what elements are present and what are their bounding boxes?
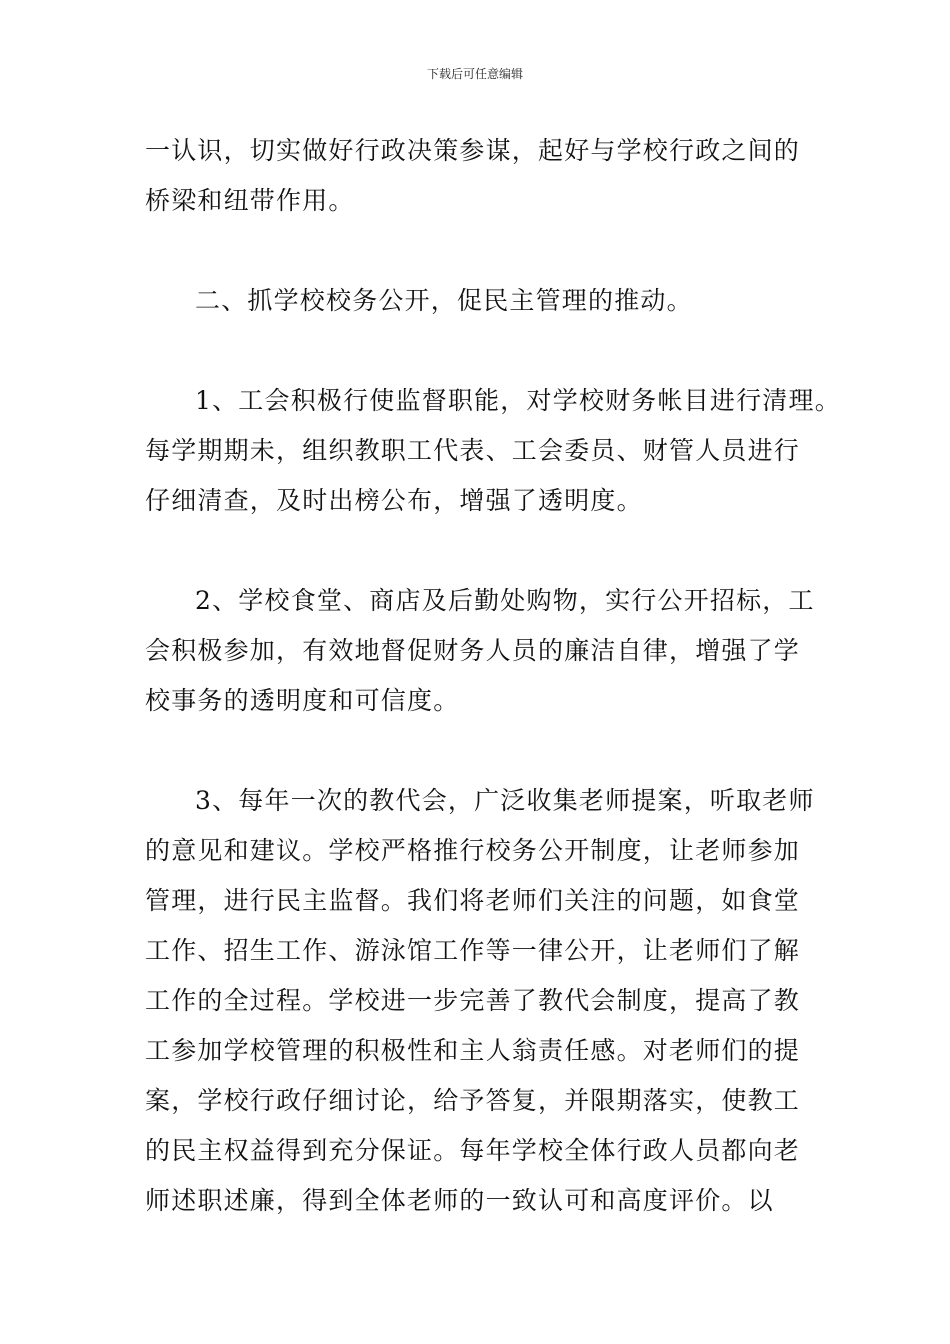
text-line: 师述职述廉，得到全体老师的一致认可和高度评价。以 [145,1186,774,1215]
text-line: 仔细清查，及时出榜公布，增强了透明度。 [145,486,643,515]
text-line: 会积极参加，有效地督促财务人员的廉洁自律，增强了学 [145,636,801,665]
paragraph-item-1 [145,376,841,526]
text-line: 桥梁和纽带作用。 [145,186,355,215]
text-line: 工作的全过程。学校进一步完善了教代会制度，提高了教 [145,986,801,1015]
text-line: 一认识，切实做好行政决策参谋，起好与学校行政之间的 [145,136,801,165]
text-line: 的民主权益得到充分保证。每年学校全体行政人员都向老 [145,1136,801,1165]
text-line: 校事务的透明度和可信度。 [145,686,460,715]
document-body [145,126,841,1226]
text-line: 的意见和建议。学校严格推行校务公开制度，让老师参加 [145,836,801,865]
paragraph-gap [145,726,815,776]
text-line: 管理，进行民主监督。我们将老师们关注的问题，如食堂 [145,886,801,915]
text-line: 1、工会积极行使监督职能，对学校财务帐目进行清理。 [195,386,841,415]
text-line: 2、学校食堂、商店及后勤处购物，实行公开招标，工 [195,586,815,615]
text-line: 工参加学校管理的积极性和主人翁责任感。对老师们的提 [145,1036,801,1065]
text-line: 3、每年一次的教代会，广泛收集老师提案，听取老师 [195,786,815,815]
text-line: 每学期期未，组织教职工代表、工会委员、财管人员进行 [145,436,801,465]
page-header: 下载后可任意编辑 [426,67,523,81]
text-line: 工作、招生工作、游泳馆工作等一律公开，让老师们了解 [145,936,801,965]
paragraph-gap [145,526,815,576]
paragraph-item-2 [145,576,815,726]
paragraph-continuation [145,126,815,226]
text-line: 案，学校行政仔细讨论，给予答复，并限期落实，使教工 [145,1086,801,1115]
paragraph-gap [145,226,815,276]
section-heading [145,276,815,326]
text-line: 二、抓学校校务公开，促民主管理的推动。 [195,286,693,315]
paragraph-gap [145,326,815,376]
paragraph-item-3 [145,776,815,1226]
